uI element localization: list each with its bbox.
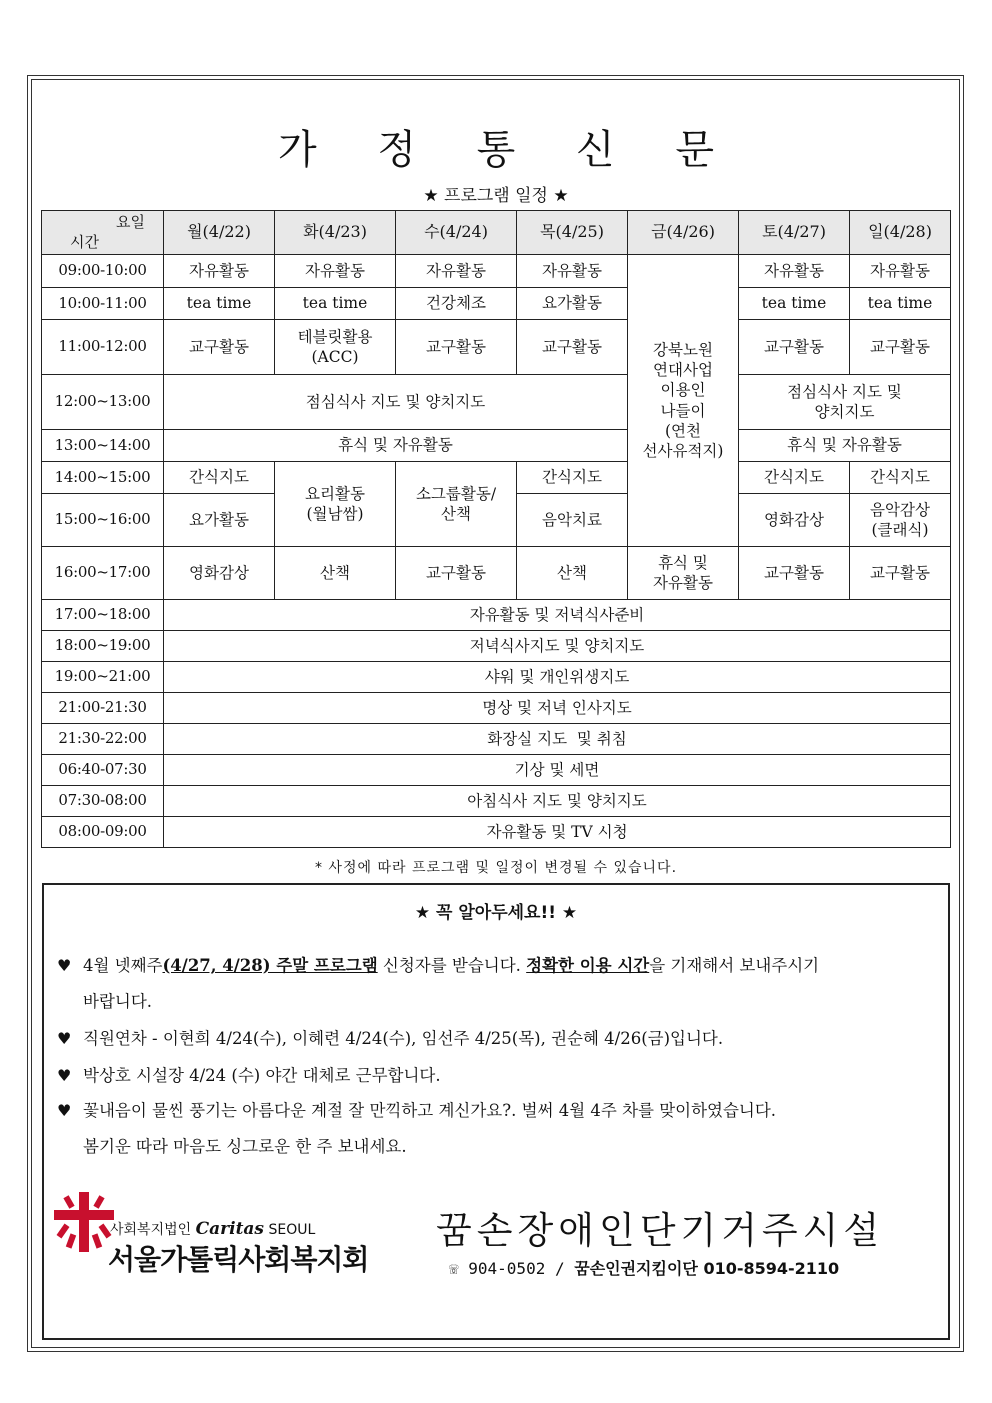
page-title: 가 정 통 신 문 [277, 127, 739, 173]
activity-cell: 교구활동 [396, 547, 517, 600]
activity-cell: 간식지도 [739, 462, 850, 494]
schedule-table [41, 210, 951, 848]
notice-emphasis: 정확한 이용 시간 [526, 956, 650, 975]
day-header: 목(4/25) [517, 211, 628, 255]
day-label: 요일 [116, 213, 145, 231]
activity-cell: 명상 및 저녁 인사지도 [164, 693, 951, 724]
notice-item [57, 948, 927, 1020]
activity-cell: 자유활동 [164, 255, 275, 288]
notice-text: 직원연차 - 이현희 4/24(수), 이혜련 4/24(수), 임선주 4/25(목), 권순혜 4/26(금)입니다. [83, 1029, 724, 1048]
activity-cell: tea time [164, 288, 275, 320]
activity-cell: 화장실 지도 및 취침 [164, 724, 951, 755]
activity-cell: 기상 및 세면 [164, 755, 951, 786]
activity-cell: tea time [739, 288, 850, 320]
activity-cell: 교구활동 [396, 320, 517, 375]
activity-cell: 자유활동 [275, 255, 396, 288]
activity-cell: 아침식사 지도 및 양치지도 [164, 786, 951, 817]
activity-cell: 휴식 및 자유활동 [739, 430, 951, 462]
facility-name: 꿈손장애인단기거주시설 [436, 1209, 885, 1252]
activity-cell: 교구활동 [739, 320, 850, 375]
activity-cell: 산책 [275, 547, 396, 600]
activity-cell: 휴식 및 자유활동 [164, 430, 628, 462]
phone-number: ☏ 904-0502 / [449, 1259, 565, 1278]
activity-cell: 테블릿활용 (ACC) [275, 320, 396, 375]
notice-text: 신청자를 받습니다. [377, 956, 527, 975]
time-cell: 18:00~19:00 [42, 631, 164, 662]
activity-cell: 자유활동 [850, 255, 951, 288]
heart-icon: ♥ [57, 956, 72, 975]
time-cell: 21:00-21:30 [42, 693, 164, 724]
activity-cell: tea time [850, 288, 951, 320]
day-header: 월(4/22) [164, 211, 275, 255]
time-cell: 11:00-12:00 [42, 320, 164, 375]
activity-cell: 교구활동 [739, 547, 850, 600]
heart-icon: ♥ [57, 1066, 72, 1085]
notice-item [57, 1058, 927, 1094]
table-row [42, 255, 951, 288]
time-cell: 12:00~13:00 [42, 375, 164, 430]
table-row [42, 631, 951, 662]
org-name: 서울가톨릭사회복지회 [108, 1243, 369, 1276]
activity-cell: 자유활동 [517, 255, 628, 288]
table-row [42, 320, 951, 375]
team-contact: 꿈손인권지킴이단 010-8594-2110 [574, 1259, 840, 1278]
activity-cell: tea time [275, 288, 396, 320]
time-cell: 09:00-10:00 [42, 255, 164, 288]
activity-cell: 영화감상 [739, 494, 850, 547]
activity-cell: 교구활동 [164, 320, 275, 375]
activity-cell: 요가활동 [517, 288, 628, 320]
friday-outing-cell: 강북노원 연대사업 이용인 나들이 (연천 선사유적지) [628, 255, 739, 547]
org-subtitle [110, 1219, 315, 1239]
time-cell: 17:00~18:00 [42, 600, 164, 631]
time-cell: 08:00-09:00 [42, 817, 164, 848]
activity-cell: 요가활동 [164, 494, 275, 547]
activity-cell: 소그룹활동/ 산책 [396, 462, 517, 547]
activity-cell: 자유활동 [739, 255, 850, 288]
activity-cell: 간식지도 [164, 462, 275, 494]
time-cell: 21:30-22:00 [42, 724, 164, 755]
activity-cell: 건강체조 [396, 288, 517, 320]
org-prefix: 사회복지법인 [110, 1222, 192, 1238]
heart-icon: ♥ [57, 1029, 72, 1048]
day-header: 수(4/24) [396, 211, 517, 255]
table-row [42, 462, 951, 494]
notice-text: 봄기운 따라 마음도 싱그로운 한 주 보내세요. [83, 1137, 407, 1156]
activity-cell: 자유활동 [396, 255, 517, 288]
change-note: * 사정에 따라 프로그램 및 일정이 변경될 수 있습니다. [314, 860, 678, 876]
notice-text: 꽃내음이 물씬 풍기는 아름다운 계절 잘 만끽하고 계신가요?. 벌써 4월 4주 차를 맞이하였습니다. [83, 1101, 777, 1120]
activity-cell: 샤워 및 개인위생지도 [164, 662, 951, 693]
schedule-subtitle: ★ 프로그램 일정 ★ [423, 186, 569, 206]
day-header: 토(4/27) [739, 211, 850, 255]
activity-cell: 영화감상 [164, 547, 275, 600]
activity-cell: 간식지도 [517, 462, 628, 494]
table-row [42, 547, 951, 600]
caritas-cross-logo [52, 1190, 116, 1254]
activity-cell: 음악감상 (클래식) [850, 494, 951, 547]
time-cell: 07:30-08:00 [42, 786, 164, 817]
time-cell: 16:00~17:00 [42, 547, 164, 600]
activity-cell: 간식지도 [850, 462, 951, 494]
table-row [42, 755, 951, 786]
notice-item [57, 1093, 927, 1165]
notice-text: 을 기재해서 보내주시기 [649, 956, 820, 975]
day-header: 금(4/26) [628, 211, 739, 255]
time-cell: 10:00-11:00 [42, 288, 164, 320]
table-row [42, 817, 951, 848]
heart-icon: ♥ [57, 1101, 72, 1120]
day-header: 화(4/23) [275, 211, 396, 255]
table-row [42, 724, 951, 755]
time-cell: 13:00~14:00 [42, 430, 164, 462]
activity-cell: 교구활동 [850, 320, 951, 375]
table-row [42, 693, 951, 724]
time-label: 시간 [70, 232, 99, 251]
table-row [42, 662, 951, 693]
activity-cell: 점심식사 지도 및 양치지도 [164, 375, 628, 430]
table-row [42, 430, 951, 462]
table-row [42, 288, 951, 320]
notice-emphasis: (4/27, 4/28) 주말 프로그램 [162, 956, 378, 975]
notice-text: 4월 넷째주 [83, 956, 163, 975]
activity-cell: 교구활동 [517, 320, 628, 375]
org-city: SEOUL [268, 1222, 316, 1238]
activity-cell: 점심식사 지도 및 양치지도 [739, 375, 951, 430]
activity-cell: 음악치료 [517, 494, 628, 547]
activity-cell: 휴식 및 자유활동 [628, 547, 739, 600]
contact-line [449, 1256, 839, 1279]
table-row [42, 375, 951, 430]
activity-cell: 교구활동 [850, 547, 951, 600]
notice-text: 바랍니다. [83, 992, 153, 1011]
notice-title: ★ 꼭 알아두세요!! ★ [414, 903, 578, 923]
notice-text: 박상호 시설장 4/24 (수) 야간 대체로 근무합니다. [83, 1066, 441, 1085]
notice-item [57, 1021, 927, 1057]
activity-cell: 자유활동 및 저녁식사준비 [164, 600, 951, 631]
activity-cell: 산책 [517, 547, 628, 600]
activity-cell: 저녁식사지도 및 양치지도 [164, 631, 951, 662]
activity-cell: 요리활동 (월남쌈) [275, 462, 396, 547]
corner-header [42, 211, 164, 255]
org-brand: Caritas [195, 1219, 265, 1239]
day-header: 일(4/28) [850, 211, 951, 255]
header-row [42, 211, 951, 255]
time-cell: 15:00~16:00 [42, 494, 164, 547]
table-row [42, 600, 951, 631]
time-cell: 06:40-07:30 [42, 755, 164, 786]
time-cell: 14:00~15:00 [42, 462, 164, 494]
time-cell: 19:00~21:00 [42, 662, 164, 693]
table-row [42, 786, 951, 817]
activity-cell: 자유활동 및 TV 시청 [164, 817, 951, 848]
